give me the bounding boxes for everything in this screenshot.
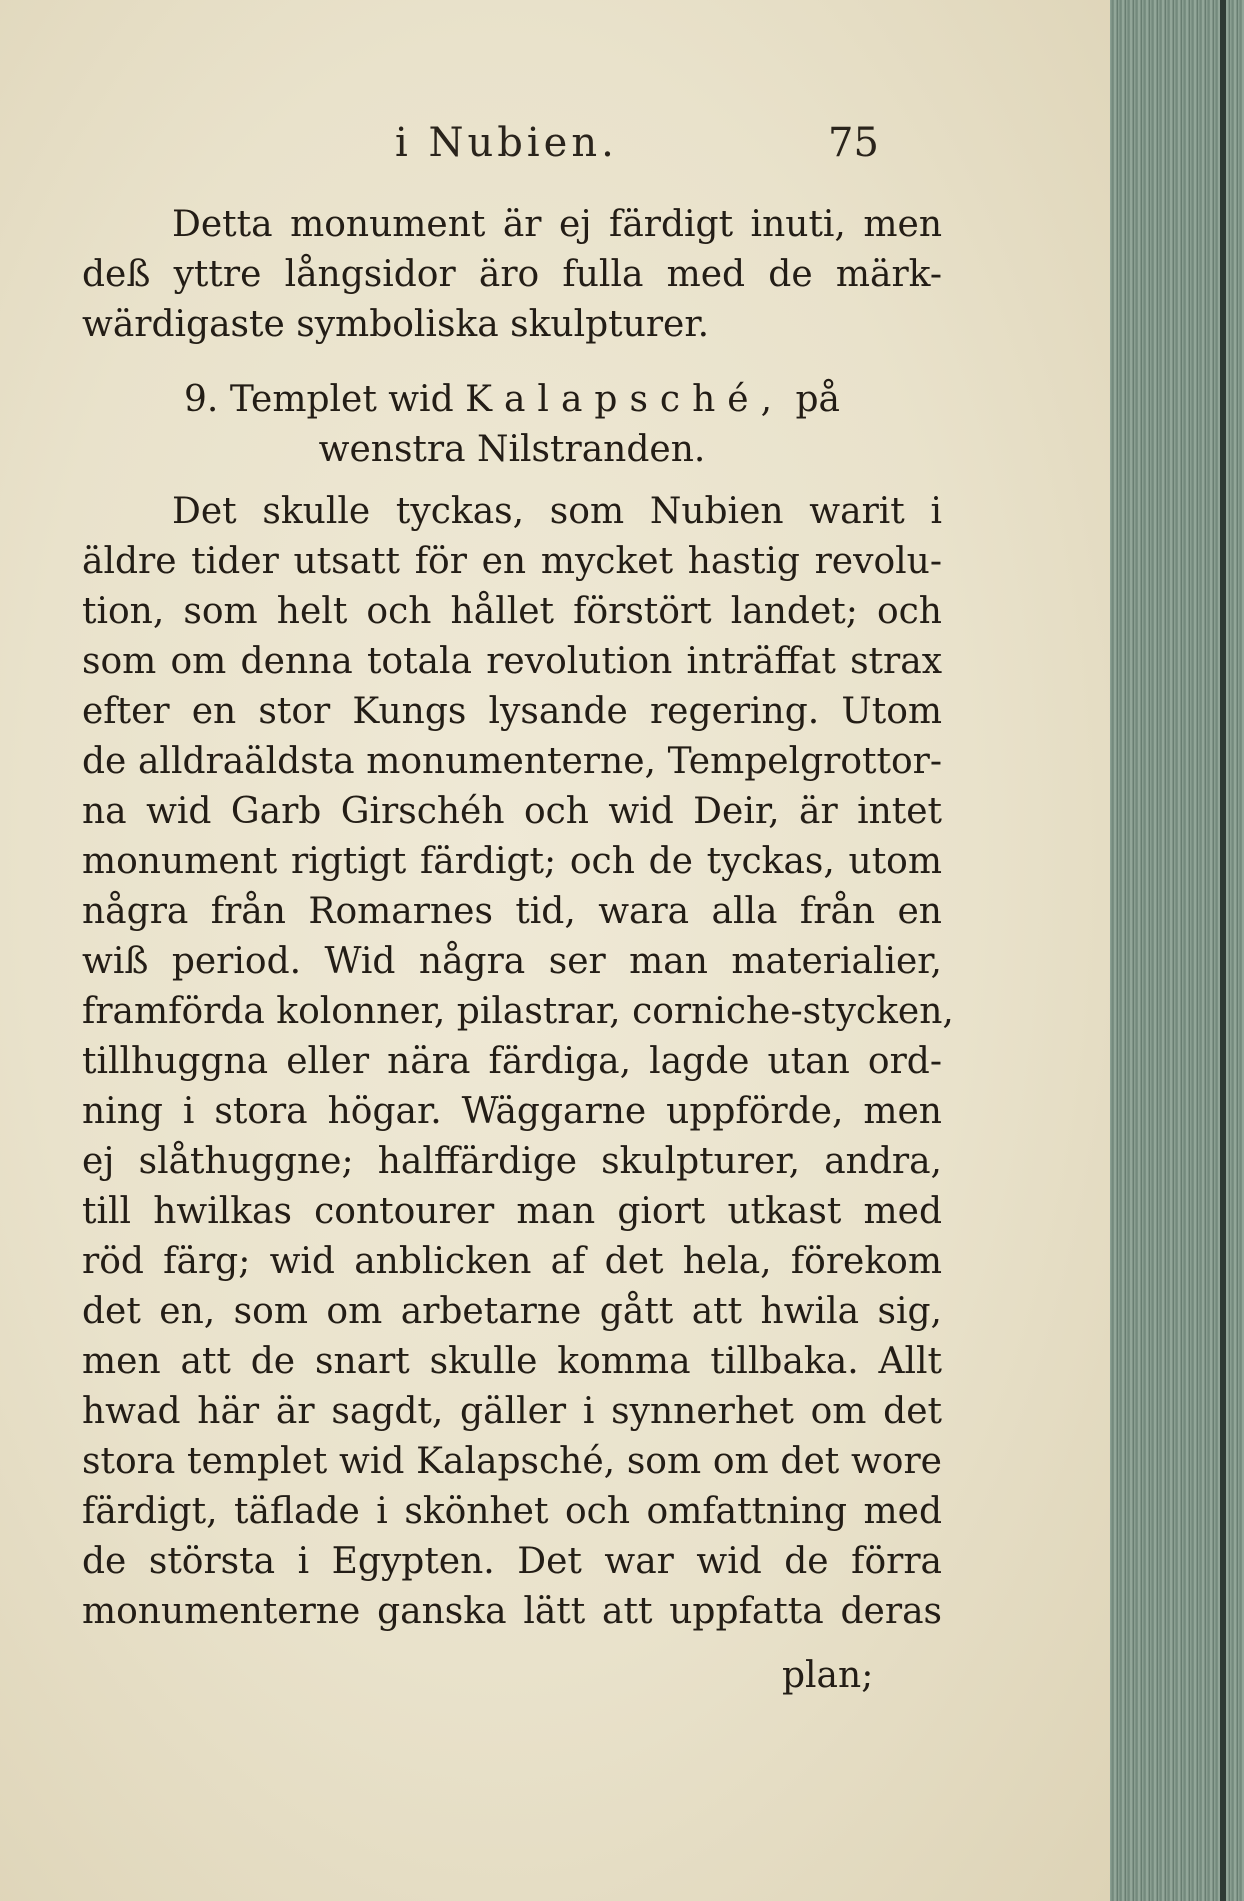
text-line: na wid Garb Girschéh och wid Deir, är intet	[82, 791, 942, 832]
text-line: efter en stor Kungs lysande regering. Utom	[82, 691, 942, 732]
text-line: tion, som helt och hållet förstört landet; och	[82, 591, 942, 632]
section-number: 9.	[184, 379, 219, 420]
text-line: några från Romarnes tid, wara alla från en	[82, 891, 942, 932]
text-line: ej slåthuggne; halffärdige skulpturer, andra,	[82, 1141, 942, 1182]
paragraph-2	[82, 487, 954, 1637]
text-line: äldre tider utsatt för en mycket hastig revolu-	[82, 541, 942, 582]
section-heading-line-2: wenstra Nilstranden.	[318, 429, 706, 470]
paragraph-1	[82, 200, 942, 350]
text-line: färdigt, täflade i skönhet och omfattning med	[82, 1491, 942, 1532]
catchword: plan;	[782, 1655, 874, 1696]
page-edges	[1110, 0, 1244, 1901]
section-heading	[82, 375, 942, 475]
text-line: till hwilkas contourer man giort utkast med	[82, 1191, 942, 1232]
text-line: det en, som om arbetarne gått att hwila sig,	[82, 1291, 942, 1332]
running-head-title: i Nubien.	[395, 120, 618, 166]
heading-spacer	[82, 475, 942, 487]
text-line: röd färg; wid anblicken af det hela, förekom	[82, 1241, 942, 1282]
section-title-prefix: Templet wid	[229, 379, 454, 420]
text-line: wiß period. Wid några ser man materialier,	[82, 941, 942, 982]
text-line: framförda kolonner, pilastrar, corniche-stycken,	[82, 991, 954, 1032]
section-title-suffix: på	[795, 379, 840, 420]
text-line: Detta monument är ej färdigt inuti, men	[172, 204, 942, 245]
text-line: de största i Egypten. Det war wid de förra	[82, 1541, 942, 1582]
text-line: men att de snart skulle komma tillbaka. Allt	[82, 1341, 942, 1382]
text-line: ning i stora högar. Wäggarne uppförde, men	[82, 1091, 942, 1132]
body-text	[82, 200, 954, 1637]
text-line: deß yttre långsidor äro fulla med de märk-	[82, 254, 942, 295]
text-line: tillhuggna eller nära färdiga, lagde utan ord-	[82, 1041, 942, 1082]
section-heading-line-1	[82, 375, 942, 425]
page-number: 75	[828, 120, 879, 166]
text-line: Det skulle tyckas, som Nubien warit i	[172, 491, 942, 532]
text-line: wärdigaste symboliska skulpturer.	[82, 304, 710, 345]
section-title-name: Kalapsché,	[465, 379, 785, 420]
text-line: stora templet wid Kalapsché, som om det wore	[82, 1441, 942, 1482]
text-line: monument rigtigt färdigt; och de tyckas, utom	[82, 841, 942, 882]
text-line: monumenterne ganska lätt att uppfatta deras	[82, 1591, 942, 1632]
text-line: de alldraäldsta monumenterne, Tempelgrottor-	[82, 741, 942, 782]
section-spacer	[82, 350, 942, 375]
text-line: som om denna totala revolution inträffat strax	[82, 641, 942, 682]
running-head	[0, 120, 1110, 180]
text-line: hwad här är sagdt, gäller i synnerhet om det	[82, 1391, 942, 1432]
